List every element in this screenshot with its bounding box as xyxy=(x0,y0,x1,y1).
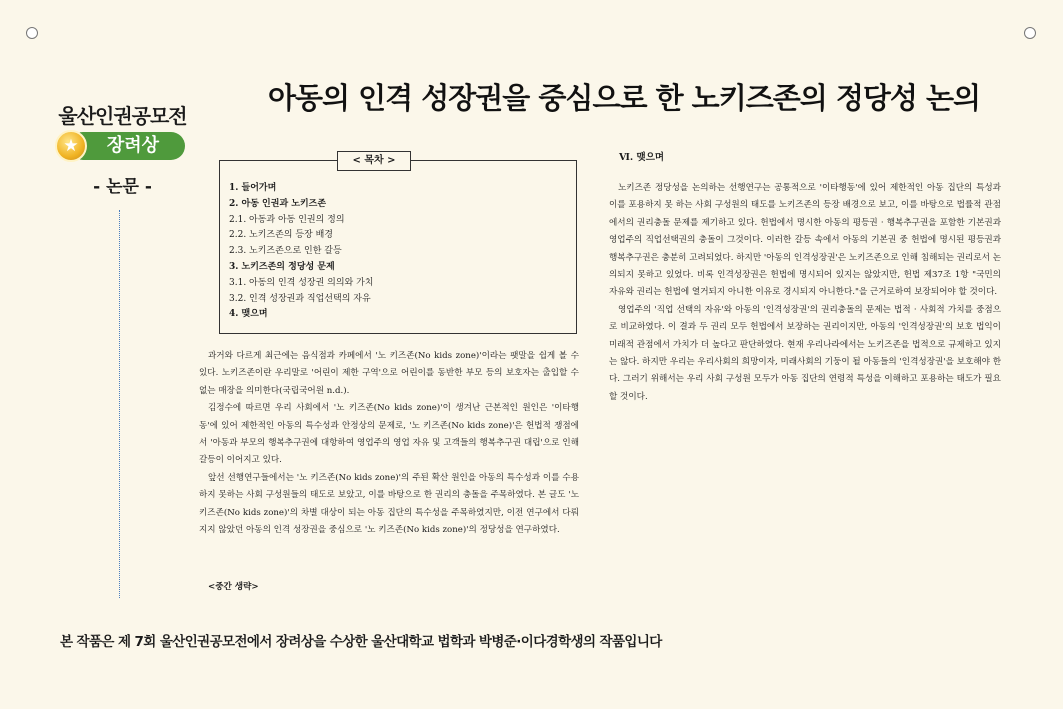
table-of-contents xyxy=(219,160,577,334)
toc-item: 3.2. 인격 성장권과 직업선택의 자유 xyxy=(229,293,371,304)
toc-item: 3.1. 아동의 인격 성장권 의의와 가치 xyxy=(229,277,374,288)
intro-column xyxy=(199,348,579,539)
side-divider xyxy=(119,210,120,598)
toc-title: < 목차 > xyxy=(337,151,411,171)
paragraph: 앞선 선행연구들에서는 '노 키즈존(No kids zone)'의 주된 확산 원인을 아동의 특수성과 이를 수용하지 못하는 사회 구성원들의 태도로 보았고, 이를 바탕으로 한 권리의 충돌을 주목하였다. 본 글도 '노 키즈존(No kids zone)'의 차별 대상이 되는 아동 집단의 특수성을 주목하였지만, 이전 연구에서 다뤄지지 않았던 아동의 인격 성장권을 중심으로 '노 키즈존(No kids zone)'의 정당성을 연구하였다. xyxy=(199,472,579,536)
award-badge xyxy=(55,130,187,163)
paragraph: 김정수에 따르면 우리 사회에서 '노 키즈존(No kids zone)'이 생겨난 근본적인 원인은 '이타행동'에 있어 제한적인 아동의 특수성과 안정상의 문제로, '노 키즈존(No kids zone)'은 헌법적 쟁점에서 '아동과 부모의 행복추구권에 대항하여 영업주의 영업 자유 및 고객들의 행복추구권 대립'으로 인해 갈등이 이어지고 있다. xyxy=(199,403,579,466)
award-label: 장려상 xyxy=(69,132,185,160)
toc-item: 1. 들어가며 xyxy=(229,183,277,193)
paragraph: 과거와 다르게 최근에는 음식점과 카페에서 '노 키즈존(No kids zone)'이라는 팻말을 쉽게 볼 수 있다. 노키즈존이란 우리말로 '어린이 제한 구역'으로 어린이를 동반한 부모 등의 보호자는 출입할 수 없는 매장을 의미한다(국립국어원 n.d.). xyxy=(199,351,579,396)
page-title: 아동의 인격 성장권을 중심으로 한 노키즈존의 정당성 논의 xyxy=(268,81,981,115)
omission-note: <중간 생략> xyxy=(208,582,259,592)
toc-item: 2.3. 노키즈존으로 인한 갈등 xyxy=(229,246,342,257)
toc-item: 2. 아동 인권과 노키즈존 xyxy=(229,198,327,209)
pin-hole-left xyxy=(26,27,38,39)
toc-item: 3. 노키즈존의 정당성 문제 xyxy=(229,261,335,272)
toc-item: 4. 맺으며 xyxy=(229,309,268,320)
paragraph: 영업주의 '직업 선택의 자유'와 아동의 '인격성장권'의 권리충돌의 문제는 법적 · 사회적 가치를 중점으로 비교하였다. 이 결과 두 권리 모두 헌법에서 보장하는 권리이지만, 아동의 '인격성장권'의 보호 법익이 미래적 관점에서 가치가 더 높다고 판단하였다. 현재 우리나라에서는 노키즈존을 법적으로 규제하고 있지는 않다. 하지만 우리는 우리사회의 희망이자, 미래사회의 기둥이 될 아동들의 '인격성장권'을 보호해야 한다. 그러기 위해서는 우리 사회 구성원 모두가 아동 집단의 연령적 특성을 이해하고 포용하는 태도가 필요할 것이다. xyxy=(609,304,1001,402)
credit-footer: 본 작품은 제 7회 울산인권공모전에서 장려상을 수상한 울산대학교 법학과 박병준·이다경학생의 작품입니다 xyxy=(60,634,662,650)
toc-list xyxy=(229,181,374,323)
pin-hole-right xyxy=(1024,27,1036,39)
section-heading: Ⅵ. 맺으며 xyxy=(619,152,665,163)
star-medal-icon: ★ xyxy=(55,130,87,162)
conclusion-column xyxy=(609,180,1001,406)
toc-item: 2.1. 아동과 아동 인권의 정의 xyxy=(229,214,345,225)
toc-item: 2.2. 노키즈존의 등장 배경 xyxy=(229,230,334,241)
paragraph: 노키즈존 정당성을 논의하는 선행연구는 공통적으로 '이타행동'에 있어 제한적인 아동 집단의 특성과 이를 포용하지 못 하는 사회 구성원의 태도를 노키즈존의 등장 배경으로 보고, 이를 바탕으로 법률적 관점에서의 권리충돌 문제를 제기하고 있다. 헌법에서 명시한 아동의 평등권 · 행복추구권을 포함한 기본권과 영업주의 직업선택권의 충돌이 그것이다. 이러한 갈등 속에서 아동의 기본권 중 헌법에 명시된 평등권과 행복추구권은 충분히 고려되었다. 하지만 '아동의 인격성장권'은 노키즈존으로 인해 침해되는 권리로서 논의되지 못하고 있었다. 비록 인격성장권은 헌법에 명시되어 있지는 않았지만, 헌법 제37조 1항 "국민의 자유와 권리는 헌법에 열거되지 아니한 이유로 경시되지 아니한다."을 근거로하여 보장되어야 할 것이다. xyxy=(609,183,1001,298)
paper-type-label: - 논문 - xyxy=(93,177,152,197)
contest-name: 울산인권공모전 xyxy=(58,104,187,128)
